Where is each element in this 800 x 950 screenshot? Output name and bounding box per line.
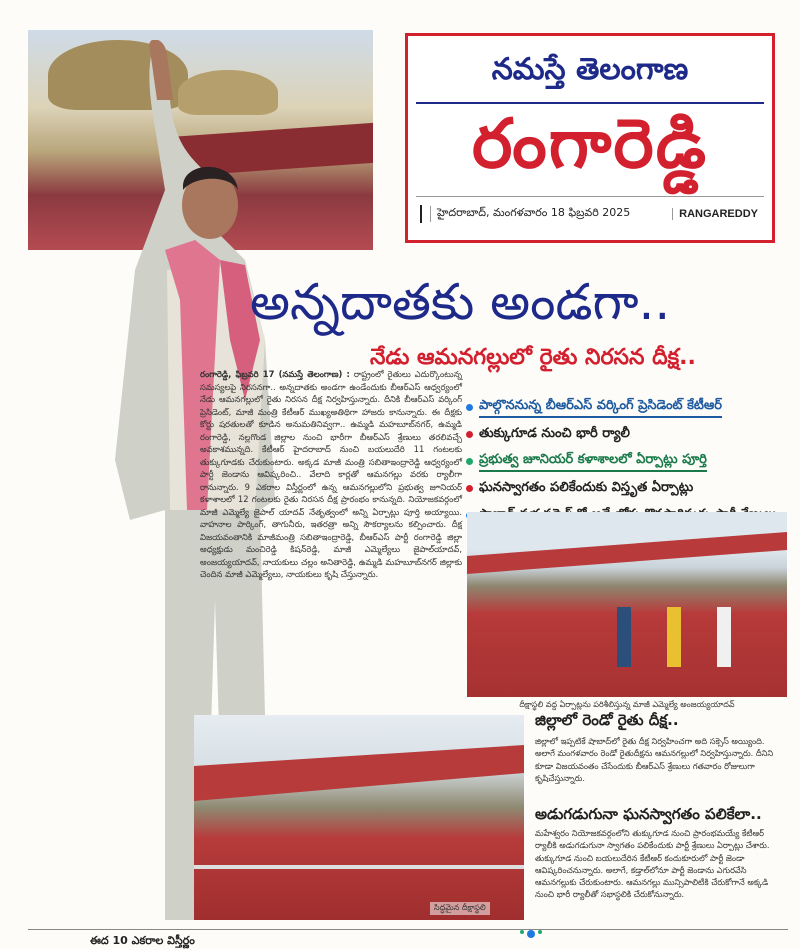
edition-title: రంగారెడ్డి <box>471 104 709 184</box>
bullet-dot-icon <box>466 458 473 465</box>
bullet-dot-icon <box>466 431 473 438</box>
bullet-text: ఘనస్వాగతం పలికేందుకు విస్తృత ఏర్పాట్లు <box>479 479 694 495</box>
page-dot <box>538 930 542 934</box>
bullet-item <box>466 421 791 448</box>
bullet-item <box>466 475 791 502</box>
article-body <box>200 368 462 581</box>
bullet-dot-icon <box>466 404 473 411</box>
bullet-item <box>466 394 791 421</box>
bottom-rule <box>28 929 788 930</box>
figure <box>617 607 631 667</box>
figure <box>667 607 681 667</box>
edition-code: RANGAREDDY <box>672 208 764 220</box>
venue-photo <box>194 715 524 920</box>
masthead <box>405 33 775 243</box>
photo-caption-2: సిద్ధమైన దీక్షాస్థలి <box>430 902 490 915</box>
figure <box>717 607 731 667</box>
bullet-text: తుక్కుగూడ నుంచి భారీ ర్యాలీ <box>479 425 630 441</box>
page-indicator <box>520 930 542 938</box>
dateline: హైదరాబాద్, మంగళవారం 18 ఫిబ్రవరి 2025 <box>430 206 672 222</box>
inspection-photo <box>467 512 787 697</box>
body-text: రాష్ట్రంలో రైతులు ఎదుర్కొంటున్న సమస్యలపై నిరసనగా.. అన్నదాతకు అండగా ఉండేందుకు బీఆర్ఎస్ ఆధ్వర్యంలో నేడు ఆమనగల్లులో రైతు నిరసన దీక్ష నిర్వహిస్తున్నారు. దీనికి బీఆర్ఎస్ వర్కింగ్ ప్రెసిడెంట్, మాజీ మంత్రి కేటీఆర్ ముఖ్యఅతిథిగా హాజరు కానున్నారు. ఈ దీక్షకు కోర్టు షరతులతో కూడిన అనుమతినివ్వగా.. ఉమ్మడి మహబూబ్‌నగర్, ఉమ్మడి రంగారెడ్డి, నల్లగొండ జిల్లాల నుంచి భారీగా బీఆర్ఎస్ శ్రేణులు తరలివచ్చే అవకాశమున్నది. కేటీఆర్ హైదరాబాద్ నుంచి బయలుదేరి 11 గంటలకు తుక్కుగూడకు చేరుకుంటారు. అక్కడ మాజీ మంత్రి సబితాఇంద్రారెడ్డి ఆధ్వర్యంలో పార్టీ జెండాను ఆవిష్కరించి.. వేలాది కార్లతో ఆమనగల్లు వరకు ర్యాలీగా రానున్నారు. 9 ఎకరాల విస్తీర్ణంలో ఉన్న ఆమనగల్లులోని ప్రభుత్వ జూనియర్ కళాశాలలో 12 గంటలకు రైతు నిరసన దీక్ష ప్రారంభం కానున్నది. నియోజకవర్గంలో మాజీ ఎమ్మెల్యే జైపాల్ యాదవ్ నేతృత్వంలో అన్ని ఏర్పాట్లు పూర్తి అయ్యాయి. వాహనాల పార్కింగ్, తాగునీరు, ఇతరత్రా అన్ని సౌకర్యాలను కల్పించారు. దీక్ష విజయవంతానికి మాజీమంత్రి సబితాఇంద్రారెడ్డి, బీఆర్ఎస్ పార్టీ రంగారెడ్డి జిల్లా అధ్యక్షుడు మంచిరెడ్డి కిషన్‌రెడ్డి, మాజీ ఎమ్మెల్యేలు జైపాల్‌యాదవ్, అంజయ్యయాదవ్, నాయకులు చల్లం అనితారెడ్డి, ఉమ్మడి మహబూబ్‌నగర్ జిల్లాకు చెందిన మాజీ ఎమ్మెల్యేలు, నాయకులు కృషి చేస్తున్నారు. <box>200 369 462 579</box>
bullet-item <box>466 448 791 475</box>
subheadline: నేడు ఆమనగల్లులో రైతు నిరసన దీక్ష.. <box>370 345 696 370</box>
canopy <box>194 745 524 815</box>
bullet-dot-icon <box>466 485 473 492</box>
section-2-title: అడుగడుగునా ఘనస్వాగతం పలికేలా.. <box>535 805 762 823</box>
dateline-bar <box>416 196 764 231</box>
page-dot <box>520 930 524 934</box>
dateline-separator <box>420 205 422 223</box>
barrier <box>194 865 524 869</box>
bullet-text: పాల్గొననున్న బీఆర్ఎస్ వర్కింగ్ ప్రెసిడెంట్ కేటీఆర్ <box>479 398 722 418</box>
section-1-title: జిల్లాలో రెండో రైతు దీక్ష.. <box>535 711 679 729</box>
photo-caption-1: దీక్షాస్థలి వద్ద ఏర్పాట్లను పరిశీలిస్తున్న మాజీ ఎమ్మెల్యే అంజయ్యయాదవ్ <box>519 700 735 709</box>
bullet-text: ప్రభుత్వ జూనియర్ కళాశాలలో ఏర్పాట్లు పూర్తి <box>479 452 707 472</box>
headline: అన్నదాతకు అండగా.. <box>250 273 671 331</box>
section-2-body: మహేశ్వరం నియోజకవర్గంలోని తుక్కుగూడ నుంచి ప్రారంభమయ్యే కేటీఆర్ ర్యాలీకి అడుగడుగునా స్వాగతం పలికేందుకు పార్టీ శ్రేణులు ఏర్పాట్లు చేశారు. తుక్కుగూడ నుంచి బయలుదేరిన కేటీఆర్ కందుకూరులో పార్టీ జెండా ఆవిష్కరించనున్నారు. అలాగే, కడ్తాల్‌లోనూ పార్టీ జెండాను ఎగురవేసి ఆమనగల్లుకు చేరుకుంటారు. ఆమనగల్లు మున్సిపాలిటీకి చేరుకోగానే అక్కడి నుంచి భారీ ర్యాలీతో సభాస్థలికి చేరుకోనున్నారు. <box>535 828 770 900</box>
canopy <box>467 532 787 592</box>
highlight-bullets <box>466 394 791 529</box>
paper-name: నమస్తే తెలంగాణ <box>416 44 764 104</box>
page-dot-active <box>527 930 535 938</box>
next-article-teaser: ఈద 10 ఎకరాల విస్తీర్ణం <box>90 934 195 947</box>
section-1-body: జిల్లాలో ఇప్పటికే షాబాద్‌లో రైతు దీక్ష నిర్వహించగా అది సక్సెస్ అయ్యింది. అలాగే మంగళవారం రెండో రైతుదీక్షను ఆమనగల్లులో నిర్వహిస్తున్నారు. దీనిని కూడా విజయవంతం చేసేందుకు బీఆర్ఎస్ శ్రేణులు గతవారం రోజులుగా కృషిచేస్తున్నారు. <box>535 736 774 783</box>
body-lede: రంగారెడ్డి, ఫిబ్రవరి 17 (నమస్తే తెలంగాణ) : <box>200 369 350 379</box>
